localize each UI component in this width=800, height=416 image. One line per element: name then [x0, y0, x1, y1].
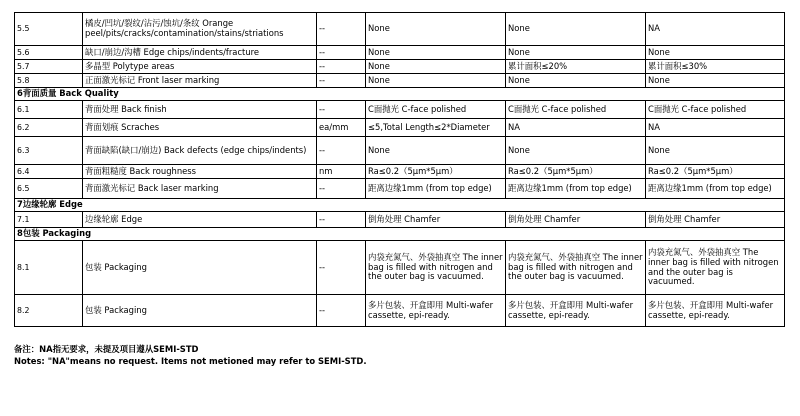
item-number: 6.5 — [15, 179, 83, 199]
value-grade-3: C面抛光 C-face polished — [646, 101, 785, 119]
item-unit: ea/mm — [317, 119, 366, 137]
value-grade-3: None — [646, 74, 785, 88]
value-grade-3: Ra≤0.2（5μm*5μm） — [646, 165, 785, 179]
item-description: 背面处理 Back finish — [83, 101, 317, 119]
spec-table — [14, 12, 785, 327]
section-title: 7边缘轮廓 Edge — [15, 199, 785, 212]
value-grade-1: None — [366, 60, 506, 74]
table-row — [15, 101, 785, 119]
value-grade-1: 多片包装、开盒即用 Multi-wafer cassette, epi-ready. — [366, 295, 506, 327]
item-description: 缺口/崩边/沟槽 Edge chips/indents/fracture — [83, 46, 317, 60]
section-title: 6背面质量 Back Quality — [15, 88, 785, 101]
item-description: 包装 Packaging — [83, 241, 317, 295]
table-row — [15, 295, 785, 327]
item-description: 正面激光标记 Front laser marking — [83, 74, 317, 88]
item-number: 5.6 — [15, 46, 83, 60]
section-header-row — [15, 228, 785, 241]
value-grade-3: 倒角处理 Chamfer — [646, 212, 785, 228]
value-grade-3: 内袋充氮气、外袋抽真空 The inner bag is filled with nitrogen and the outer bag is vacuumed. — [646, 241, 785, 295]
item-unit: -- — [317, 46, 366, 60]
item-unit: -- — [317, 295, 366, 327]
item-number: 6.1 — [15, 101, 83, 119]
value-grade-2: None — [506, 74, 646, 88]
value-grade-2: 倒角处理 Chamfer — [506, 212, 646, 228]
item-unit: -- — [317, 13, 366, 46]
value-grade-3: 累计面积≤30% — [646, 60, 785, 74]
value-grade-2: NA — [506, 119, 646, 137]
item-unit: -- — [317, 137, 366, 165]
item-number: 6.3 — [15, 137, 83, 165]
value-grade-1: None — [366, 74, 506, 88]
item-number: 8.2 — [15, 295, 83, 327]
value-grade-2: C面抛光 C-face polished — [506, 101, 646, 119]
section-header-row — [15, 88, 785, 101]
item-description: 背面划痕 Scraches — [83, 119, 317, 137]
note-cn: 备注：NA指无要求，未提及项目遵从SEMI-STD — [14, 344, 199, 354]
table-row — [15, 241, 785, 295]
section-header-row — [15, 199, 785, 212]
value-grade-1: 倒角处理 Chamfer — [366, 212, 506, 228]
table-row — [15, 46, 785, 60]
item-unit: -- — [317, 74, 366, 88]
value-grade-1: None — [366, 13, 506, 46]
item-unit: -- — [317, 179, 366, 199]
value-grade-3: NA — [646, 13, 785, 46]
table-row — [15, 119, 785, 137]
value-grade-3: 多片包装、开盒即用 Multi-wafer cassette, epi-ready. — [646, 295, 785, 327]
table-row — [15, 212, 785, 228]
item-number: 7.1 — [15, 212, 83, 228]
table-row — [15, 74, 785, 88]
section-title: 8包装 Packaging — [15, 228, 785, 241]
value-grade-2: None — [506, 137, 646, 165]
value-grade-3: None — [646, 46, 785, 60]
item-number: 6.2 — [15, 119, 83, 137]
table-row — [15, 137, 785, 165]
value-grade-1: 距离边缘1mm (from top edge) — [366, 179, 506, 199]
item-unit: nm — [317, 165, 366, 179]
item-description: 边缘轮廓 Edge — [83, 212, 317, 228]
value-grade-2: 距离边缘1mm (from top edge) — [506, 179, 646, 199]
value-grade-2: 内袋充氮气、外袋抽真空 The inner bag is filled with nitrogen and the outer bag is vacuumed. — [506, 241, 646, 295]
value-grade-2: Ra≤0.2（5μm*5μm） — [506, 165, 646, 179]
item-unit: -- — [317, 241, 366, 295]
table-row — [15, 165, 785, 179]
value-grade-1: 内袋充氮气、外袋抽真空 The inner bag is filled with nitrogen and the outer bag is vacuumed. — [366, 241, 506, 295]
spec-table-body — [15, 13, 785, 327]
item-unit: -- — [317, 60, 366, 74]
table-row — [15, 179, 785, 199]
value-grade-3: NA — [646, 119, 785, 137]
value-grade-3: 距离边缘1mm (from top edge) — [646, 179, 785, 199]
item-number: 5.7 — [15, 60, 83, 74]
value-grade-2: None — [506, 13, 646, 46]
item-description: 橘皮/凹坑/裂纹/沾污/蚀坑/条纹 Orange peel/pits/cracks/contamination/stains/striations — [83, 13, 317, 46]
value-grade-2: 累计面积≤20% — [506, 60, 646, 74]
item-number: 6.4 — [15, 165, 83, 179]
value-grade-1: Ra≤0.2（5μm*5μm） — [366, 165, 506, 179]
notes — [14, 343, 367, 367]
item-description: 背面粗糙度 Back roughness — [83, 165, 317, 179]
item-number: 5.5 — [15, 13, 83, 46]
item-number: 8.1 — [15, 241, 83, 295]
item-unit: -- — [317, 101, 366, 119]
item-unit: -- — [317, 212, 366, 228]
table-row — [15, 13, 785, 46]
value-grade-1: None — [366, 137, 506, 165]
value-grade-1: None — [366, 46, 506, 60]
value-grade-3: None — [646, 137, 785, 165]
item-description: 背面激光标记 Back laser marking — [83, 179, 317, 199]
item-description: 背面缺陷(缺口/崩边) Back defects (edge chips/indents) — [83, 137, 317, 165]
table-row — [15, 60, 785, 74]
item-description: 包装 Packaging — [83, 295, 317, 327]
item-number: 5.8 — [15, 74, 83, 88]
item-description: 多晶型 Polytype areas — [83, 60, 317, 74]
note-en: Notes: "NA"means no request. Items not metioned may refer to SEMI-STD. — [14, 356, 367, 367]
value-grade-1: ≤5,Total Length≤2*Diameter — [366, 119, 506, 137]
value-grade-2: None — [506, 46, 646, 60]
value-grade-1: C面抛光 C-face polished — [366, 101, 506, 119]
value-grade-2: 多片包装、开盒即用 Multi-wafer cassette, epi-ready. — [506, 295, 646, 327]
